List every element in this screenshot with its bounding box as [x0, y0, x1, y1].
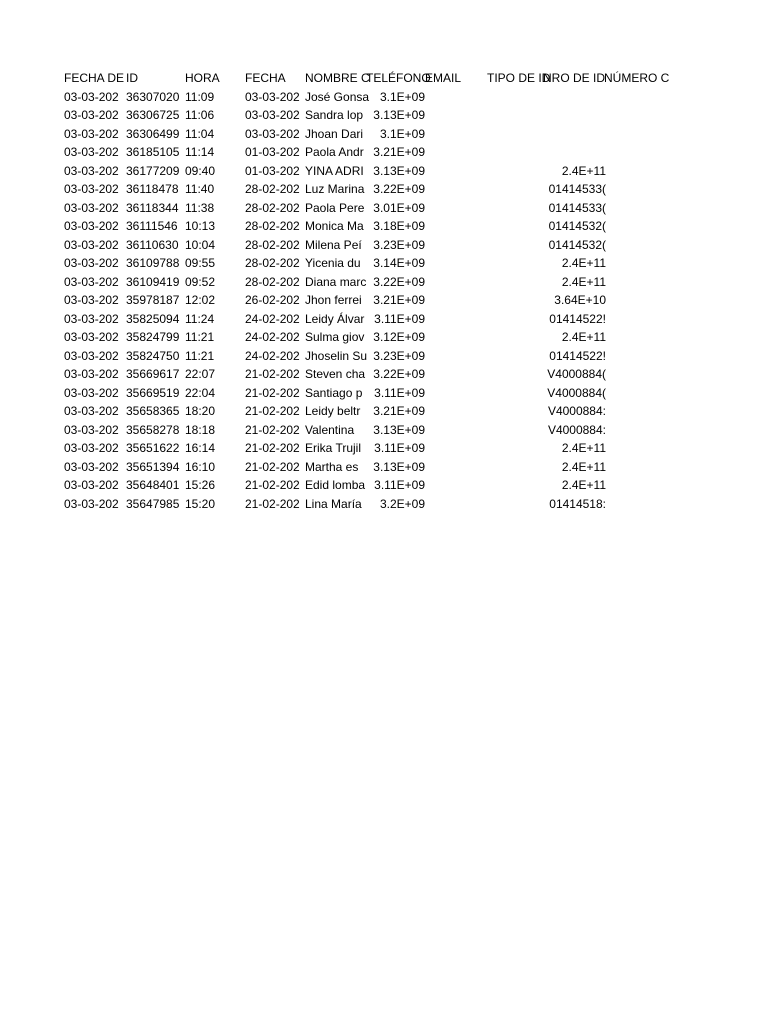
cell-email[interactable] [425, 439, 487, 458]
cell-hora[interactable]: 11:04 [185, 126, 215, 141]
cell-fecha-de[interactable]: 03-03-202 [64, 126, 119, 141]
cell-fecha[interactable]: 24-02-202 [245, 311, 300, 326]
table-row [64, 217, 668, 236]
cell-id[interactable]: 35669519 [126, 385, 180, 400]
cell-nombre[interactable]: Luz Marina [305, 182, 365, 196]
cell-hora[interactable]: 09:52 [185, 274, 216, 289]
table-row [64, 384, 668, 403]
table-row [64, 458, 668, 477]
cell-fecha[interactable]: 01-03-202 [245, 163, 300, 178]
cell-fecha[interactable]: 21-02-202 [245, 496, 300, 511]
cell-telefono[interactable]: 3.21E+09 [373, 404, 425, 418]
cell-hora[interactable]: 11:09 [185, 89, 215, 104]
cell-numero[interactable] [606, 125, 668, 144]
cell-fecha-de[interactable]: 03-03-202 [64, 404, 119, 418]
cell-telefono[interactable]: 3.11E+09 [374, 478, 425, 492]
cell-fecha[interactable]: 21-02-202 [245, 385, 300, 400]
cell-hora[interactable]: 10:13 [185, 219, 216, 233]
cell-fecha-de[interactable]: 03-03-202 [64, 163, 119, 178]
header-hora[interactable]: HORA [185, 71, 220, 85]
cell-nro-de-id[interactable]: 2.4E+11 [561, 163, 606, 178]
header-numero[interactable]: NÚMERO C [604, 71, 670, 85]
cell-telefono[interactable]: 3.13E+09 [373, 108, 425, 122]
table-row [64, 88, 668, 107]
cell-tipo-de-id[interactable] [487, 162, 545, 181]
cell-numero[interactable] [606, 106, 668, 125]
cell-nombre[interactable]: Jhon ferrei [305, 293, 362, 307]
cell-id[interactable]: 35658278 [126, 422, 180, 437]
cell-fecha[interactable]: 28-02-202 [245, 200, 300, 215]
cell-nro-de-id[interactable]: V4000884( [547, 385, 606, 400]
cell-hora[interactable]: 12:02 [185, 293, 216, 307]
cell-nro-de-id[interactable]: V4000884( [547, 367, 606, 381]
cell-email[interactable] [425, 143, 487, 162]
table-row [64, 125, 668, 144]
cell-id[interactable]: 35647985 [126, 496, 180, 511]
cell-nro-de-id[interactable]: V4000884: [547, 404, 606, 418]
header-row [64, 69, 668, 88]
cell-hora[interactable]: 09:40 [185, 163, 216, 178]
cell-hora[interactable]: 11:06 [185, 108, 215, 122]
cell-nombre[interactable]: Leidy beltr [305, 404, 361, 418]
cell-hora[interactable]: 09:55 [185, 256, 216, 270]
cell-fecha-de[interactable]: 03-03-202 [64, 200, 119, 215]
cell-numero[interactable] [606, 199, 668, 218]
cell-fecha[interactable]: 03-03-202 [245, 108, 300, 122]
cell-nro-de-id[interactable]: 3.64E+10 [554, 293, 606, 307]
cell-email[interactable] [425, 254, 487, 273]
table-row [64, 143, 668, 162]
cell-id[interactable]: 35651394 [126, 459, 180, 474]
cell-tipo-de-id[interactable] [487, 291, 545, 310]
cell-hora[interactable]: 22:04 [185, 385, 216, 400]
cell-numero[interactable] [606, 180, 668, 199]
cell-nombre[interactable]: Monica Ma [305, 219, 364, 233]
cell-id[interactable]: 35658365 [126, 404, 180, 418]
cell-nombre[interactable]: Jhoselin Su [305, 348, 368, 363]
cell-fecha[interactable]: 24-02-202 [245, 330, 300, 344]
header-fecha[interactable]: FECHA [245, 71, 286, 85]
cell-telefono[interactable]: 3.22E+09 [373, 182, 425, 196]
table-row [64, 310, 668, 329]
cell-fecha[interactable]: 21-02-202 [245, 404, 300, 418]
table-row [64, 291, 668, 310]
cell-nro-de-id[interactable]: 01414532( [548, 237, 606, 252]
cell-fecha-de[interactable]: 03-03-202 [64, 89, 119, 104]
table-row [64, 162, 668, 181]
cell-fecha-de[interactable]: 03-03-202 [64, 422, 119, 437]
cell-numero[interactable] [606, 254, 668, 273]
cell-hora[interactable]: 11:38 [185, 200, 215, 215]
cell-fecha-de[interactable]: 03-03-202 [64, 182, 119, 196]
cell-hora[interactable]: 16:14 [185, 441, 216, 455]
table-row [64, 236, 668, 255]
cell-tipo-de-id[interactable] [487, 273, 545, 292]
cell-tipo-de-id[interactable] [487, 476, 545, 495]
table-row [64, 106, 668, 125]
cell-id[interactable]: 35978187 [126, 293, 180, 307]
cell-nombre[interactable]: Santiago p [305, 385, 363, 400]
cell-telefono[interactable]: 3.11E+09 [374, 385, 425, 400]
cell-fecha[interactable]: 28-02-202 [245, 274, 300, 289]
header-nombre[interactable]: NOMBRE C [305, 71, 370, 85]
cell-nombre[interactable]: Paola Pere [305, 200, 365, 215]
cell-telefono[interactable]: 3.1E+09 [379, 89, 425, 104]
cell-fecha[interactable]: 28-02-202 [245, 219, 300, 233]
cell-fecha-de[interactable]: 03-03-202 [64, 478, 119, 492]
cell-email[interactable] [425, 291, 487, 310]
cell-fecha-de[interactable]: 03-03-202 [64, 219, 119, 233]
cell-telefono[interactable]: 3.18E+09 [373, 219, 425, 233]
cell-email[interactable] [425, 328, 487, 347]
cell-tipo-de-id[interactable] [487, 106, 545, 125]
cell-nombre[interactable]: Paola Andr [305, 145, 364, 159]
cell-id[interactable]: 36185105 [126, 145, 180, 159]
cell-telefono[interactable]: 3.13E+09 [373, 163, 425, 178]
cell-numero[interactable] [606, 273, 668, 292]
cell-nro-de-id[interactable]: 2.4E+11 [561, 256, 606, 270]
cell-email[interactable] [425, 125, 487, 144]
cell-nombre[interactable]: Steven cha [305, 367, 366, 381]
table-row [64, 254, 668, 273]
cell-tipo-de-id[interactable] [487, 236, 545, 255]
cell-id[interactable]: 36307020 [126, 89, 180, 104]
cell-fecha[interactable]: 28-02-202 [245, 237, 300, 252]
cell-hora[interactable]: 11:40 [185, 182, 215, 196]
cell-numero[interactable] [606, 328, 668, 347]
cell-numero[interactable] [606, 384, 668, 403]
cell-nombre[interactable]: Sandra lop [305, 108, 364, 122]
cell-nombre[interactable]: Yicenia du [305, 256, 361, 270]
cell-fecha-de[interactable]: 03-03-202 [64, 496, 119, 511]
cell-nro-de-id[interactable]: 2.4E+11 [561, 459, 606, 474]
cell-id[interactable]: 35824750 [126, 348, 180, 363]
cell-numero[interactable] [606, 365, 668, 384]
cell-tipo-de-id[interactable] [487, 310, 545, 329]
cell-email[interactable] [425, 476, 487, 495]
cell-email[interactable] [425, 384, 487, 403]
cell-numero[interactable] [606, 347, 668, 366]
cell-numero[interactable] [606, 310, 668, 329]
cell-tipo-de-id[interactable] [487, 495, 545, 514]
cell-telefono[interactable]: 3.01E+09 [373, 200, 425, 215]
cell-hora[interactable]: 15:20 [185, 496, 216, 511]
cell-numero[interactable] [606, 236, 668, 255]
table-row [64, 476, 668, 495]
cell-id[interactable]: 36306499 [126, 126, 180, 141]
header-tipo-de-id[interactable]: TIPO DE ID [487, 71, 551, 85]
cell-email[interactable] [425, 458, 487, 477]
cell-nombre[interactable]: Leidy Álvar [305, 311, 365, 326]
cell-telefono[interactable]: 3.21E+09 [373, 145, 425, 159]
table-body [64, 88, 668, 514]
cell-fecha-de[interactable]: 03-03-202 [64, 108, 119, 122]
cell-email[interactable] [425, 217, 487, 236]
cell-fecha[interactable]: 28-02-202 [245, 256, 300, 270]
header-fecha-de[interactable]: FECHA DE [64, 71, 125, 85]
cell-fecha[interactable]: 28-02-202 [245, 182, 300, 196]
table-row [64, 365, 668, 384]
cell-nro-de-id[interactable]: 01414532( [548, 219, 606, 233]
cell-numero[interactable] [606, 217, 668, 236]
cell-fecha[interactable]: 21-02-202 [245, 441, 300, 455]
cell-tipo-de-id[interactable] [487, 217, 545, 236]
cell-fecha[interactable]: 21-02-202 [245, 478, 300, 492]
cell-nombre[interactable]: Diana marc [305, 274, 367, 289]
cell-email[interactable] [425, 273, 487, 292]
table-row [64, 439, 668, 458]
cell-tipo-de-id[interactable] [487, 143, 545, 162]
cell-id[interactable]: 35651622 [126, 441, 180, 455]
cell-numero[interactable] [606, 291, 668, 310]
cell-nro-de-id[interactable]: 2.4E+11 [561, 441, 606, 455]
cell-fecha[interactable]: 21-02-202 [245, 367, 300, 381]
cell-nro-de-id[interactable]: 01414518: [549, 496, 606, 511]
cell-telefono[interactable]: 3.23E+09 [373, 348, 425, 363]
cell-email[interactable] [425, 106, 487, 125]
cell-email[interactable] [425, 199, 487, 218]
cell-email[interactable] [425, 365, 487, 384]
cell-nro-de-id[interactable]: 01414522! [549, 348, 606, 363]
cell-fecha-de[interactable]: 03-03-202 [64, 256, 119, 270]
cell-numero[interactable] [606, 495, 668, 514]
cell-fecha[interactable]: 03-03-202 [245, 89, 300, 104]
header-telefono[interactable]: TELÉFONO [366, 71, 431, 85]
cell-fecha[interactable]: 21-02-202 [245, 459, 300, 474]
cell-id[interactable]: 36118344 [126, 200, 179, 215]
header-email[interactable]: EMAIL [425, 71, 462, 85]
cell-nro-de-id[interactable]: 01414533( [548, 200, 606, 215]
cell-telefono[interactable]: 3.1E+09 [379, 126, 425, 141]
cell-email[interactable] [425, 88, 487, 107]
cell-telefono[interactable]: 3.12E+09 [373, 330, 425, 344]
cell-tipo-de-id[interactable] [487, 180, 545, 199]
table-row [64, 421, 668, 440]
cell-tipo-de-id[interactable] [487, 365, 545, 384]
cell-tipo-de-id[interactable] [487, 328, 545, 347]
table-row [64, 180, 668, 199]
cell-nombre[interactable]: Jhoan Dari [305, 126, 364, 141]
cell-fecha-de[interactable]: 03-03-202 [64, 293, 119, 307]
cell-email[interactable] [425, 162, 487, 181]
cell-nro-de-id[interactable]: 01414533( [548, 182, 606, 196]
cell-nombre[interactable]: Milena Peí [305, 237, 362, 252]
cell-tipo-de-id[interactable] [487, 384, 545, 403]
table-row [64, 402, 668, 421]
cell-fecha-de[interactable]: 03-03-202 [64, 385, 119, 400]
cell-telefono[interactable]: 3.13E+09 [373, 459, 425, 474]
cell-nro-de-id[interactable]: 2.4E+11 [561, 274, 606, 289]
cell-nombre[interactable]: Martha es [305, 459, 359, 474]
cell-telefono[interactable]: 3.2E+09 [379, 496, 425, 511]
cell-fecha-de[interactable]: 03-03-202 [64, 237, 119, 252]
cell-fecha-de[interactable]: 03-03-202 [64, 459, 119, 474]
cell-nro-de-id[interactable] [545, 106, 606, 125]
cell-nro-de-id[interactable] [545, 143, 606, 162]
cell-tipo-de-id[interactable] [487, 402, 545, 421]
header-id[interactable]: ID [126, 71, 138, 85]
cell-tipo-de-id[interactable] [487, 421, 545, 440]
cell-hora[interactable]: 16:10 [185, 459, 216, 474]
cell-fecha[interactable]: 01-03-202 [245, 145, 300, 159]
cell-numero[interactable] [606, 88, 668, 107]
cell-nombre[interactable]: YINA ADRI [305, 163, 364, 178]
cell-numero[interactable] [606, 439, 668, 458]
cell-nro-de-id[interactable]: V4000884: [547, 422, 606, 437]
cell-telefono[interactable]: 3.14E+09 [373, 256, 425, 270]
cell-id[interactable]: 35648401 [126, 478, 180, 492]
cell-fecha[interactable]: 26-02-202 [245, 293, 300, 307]
cell-numero[interactable] [606, 162, 668, 181]
cell-fecha-de[interactable]: 03-03-202 [64, 330, 119, 344]
cell-telefono[interactable]: 3.11E+09 [374, 311, 425, 326]
cell-fecha[interactable]: 21-02-202 [245, 422, 300, 437]
cell-nro-de-id[interactable]: 2.4E+11 [561, 330, 606, 344]
cell-nro-de-id[interactable] [545, 88, 606, 107]
cell-id[interactable]: 36109419 [126, 274, 180, 289]
cell-email[interactable] [425, 236, 487, 255]
cell-numero[interactable] [606, 402, 668, 421]
cell-nro-de-id[interactable]: 2.4E+11 [561, 478, 606, 492]
cell-hora[interactable]: 11:24 [185, 311, 215, 326]
cell-id[interactable]: 35669617 [126, 367, 180, 381]
cell-hora[interactable]: 11:21 [185, 348, 215, 363]
cell-id[interactable]: 36109788 [126, 256, 180, 270]
cell-fecha[interactable]: 24-02-202 [245, 348, 300, 363]
cell-nombre[interactable]: Valentina [305, 422, 355, 437]
cell-hora[interactable]: 11:14 [185, 145, 215, 159]
cell-nro-de-id[interactable]: 01414522! [549, 311, 606, 326]
cell-id[interactable]: 36177209 [126, 163, 180, 178]
cell-email[interactable] [425, 180, 487, 199]
table-row [64, 328, 668, 347]
cell-tipo-de-id[interactable] [487, 439, 545, 458]
cell-tipo-de-id[interactable] [487, 347, 545, 366]
cell-telefono[interactable]: 3.13E+09 [373, 422, 425, 437]
cell-nombre[interactable]: Sulma giov [305, 330, 365, 344]
cell-numero[interactable] [606, 476, 668, 495]
cell-email[interactable] [425, 421, 487, 440]
cell-nombre[interactable]: Edid lomba [305, 478, 366, 492]
cell-email[interactable] [425, 347, 487, 366]
cell-email[interactable] [425, 310, 487, 329]
cell-numero[interactable] [606, 143, 668, 162]
cell-nombre[interactable]: Lina María [305, 496, 362, 511]
cell-hora[interactable]: 18:18 [185, 422, 216, 437]
cell-nombre[interactable]: Erika Trujil [305, 441, 362, 455]
cell-id[interactable]: 36111546 [126, 219, 178, 233]
header-nro-de-id[interactable]: NRO DE ID [543, 71, 606, 85]
cell-hora[interactable]: 10:04 [185, 237, 216, 252]
cell-id[interactable]: 36110630 [126, 237, 179, 252]
cell-hora[interactable]: 18:20 [185, 404, 216, 418]
cell-fecha-de[interactable]: 03-03-202 [64, 274, 119, 289]
table-row [64, 199, 668, 218]
cell-tipo-de-id[interactable] [487, 88, 545, 107]
cell-tipo-de-id[interactable] [487, 199, 545, 218]
cell-fecha-de[interactable]: 03-03-202 [64, 311, 119, 326]
cell-telefono[interactable]: 3.23E+09 [373, 237, 425, 252]
table-row [64, 347, 668, 366]
cell-fecha-de[interactable]: 03-03-202 [64, 348, 119, 363]
cell-fecha-de[interactable]: 03-03-202 [64, 367, 119, 381]
cell-id[interactable]: 35824799 [126, 330, 180, 344]
cell-id[interactable]: 36306725 [126, 108, 180, 122]
cell-hora[interactable]: 15:26 [185, 478, 216, 492]
cell-hora[interactable]: 22:07 [185, 367, 216, 381]
spreadsheet [64, 69, 668, 513]
cell-id[interactable]: 35825094 [126, 311, 180, 326]
cell-id[interactable]: 36118478 [126, 182, 179, 196]
cell-tipo-de-id[interactable] [487, 458, 545, 477]
cell-tipo-de-id[interactable] [487, 254, 545, 273]
cell-numero[interactable] [606, 421, 668, 440]
cell-tipo-de-id[interactable] [487, 125, 545, 144]
cell-email[interactable] [425, 402, 487, 421]
table-row [64, 273, 668, 292]
cell-fecha[interactable]: 03-03-202 [245, 126, 300, 141]
cell-fecha-de[interactable]: 03-03-202 [64, 145, 119, 159]
cell-telefono[interactable]: 3.11E+09 [374, 441, 425, 455]
cell-hora[interactable]: 11:21 [185, 330, 215, 344]
cell-telefono[interactable]: 3.22E+09 [373, 274, 425, 289]
cell-nombre[interactable]: José Gonsa [305, 89, 370, 104]
cell-telefono[interactable]: 3.22E+09 [373, 367, 425, 381]
cell-numero[interactable] [606, 458, 668, 477]
cell-fecha-de[interactable]: 03-03-202 [64, 441, 119, 455]
cell-nro-de-id[interactable] [545, 125, 606, 144]
table-row [64, 495, 668, 514]
cell-email[interactable] [425, 495, 487, 514]
cell-telefono[interactable]: 3.21E+09 [373, 293, 425, 307]
